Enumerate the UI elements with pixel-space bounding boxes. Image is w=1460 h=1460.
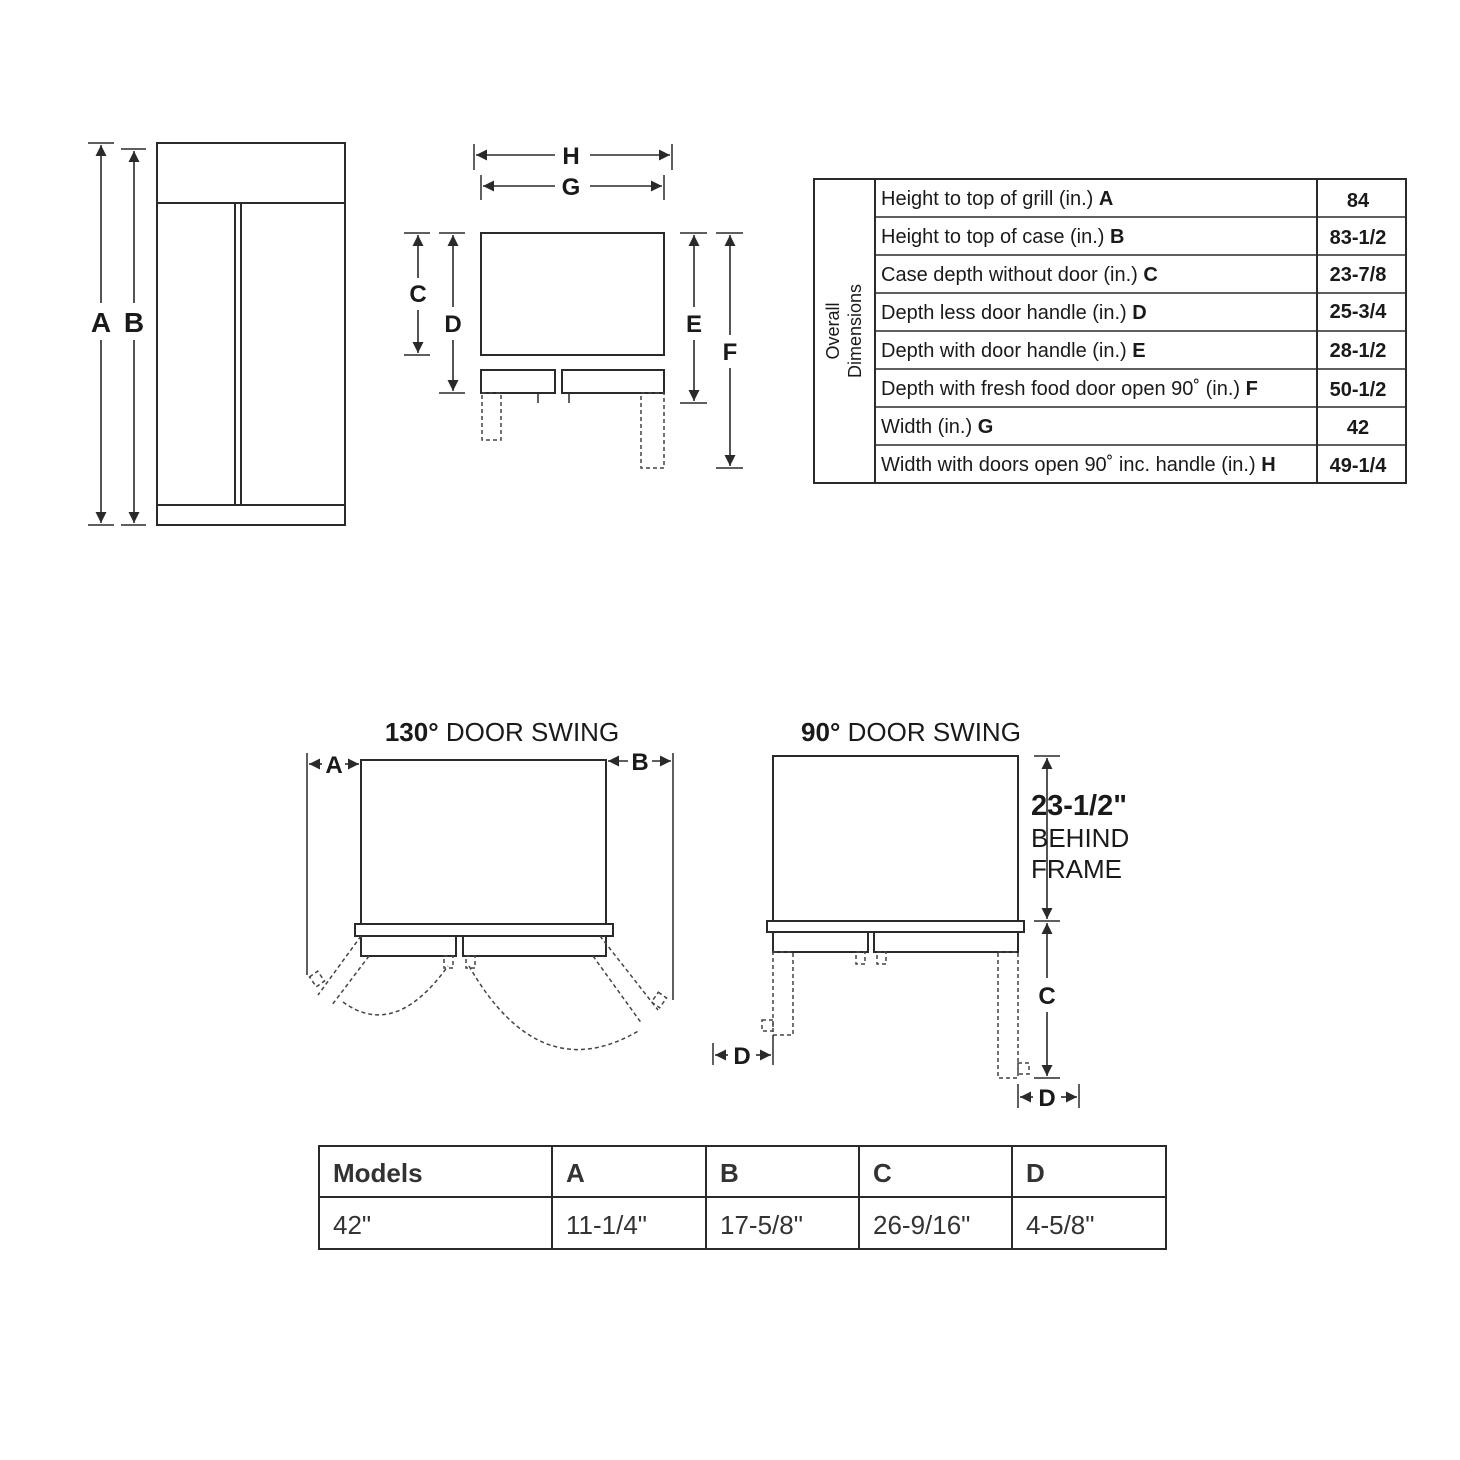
row-value: 49-1/4: [1329, 455, 1387, 477]
side-label-overall: Overall: [823, 302, 843, 360]
models-header-a: A: [566, 1158, 585, 1188]
row-letter: D: [1132, 302, 1147, 324]
front-label-b: B: [123, 307, 145, 338]
row-label: Height to top of grill (in.): [881, 188, 1094, 210]
top-label-e: E: [685, 311, 703, 338]
table-row: [881, 302, 1147, 324]
row-value: 23-7/8: [1329, 264, 1387, 286]
row-value: 42: [1346, 417, 1370, 439]
row-letter: C: [1143, 264, 1158, 286]
models-header-d: D: [1026, 1158, 1045, 1188]
top-label-g: G: [561, 174, 581, 201]
row-label: Width with doors open 90˚ inc. handle (in.): [881, 454, 1256, 476]
row-label: Height to top of case (in.): [881, 226, 1105, 248]
door-swing-130: [307, 717, 673, 1050]
table-row: [881, 378, 1258, 400]
overall-dimensions-table: [814, 179, 1406, 483]
row-label: Width (in.): [881, 416, 973, 438]
row-letter: G: [977, 416, 994, 438]
row-value: 50-1/2: [1329, 379, 1387, 401]
swing90-label-d-right: D: [1038, 1085, 1056, 1112]
row-label: Depth with fresh food door open 90˚ (in.): [881, 378, 1241, 400]
swing90-note-line2: FRAME: [1031, 854, 1122, 884]
models-header: Models: [333, 1158, 423, 1188]
row-letter: B: [1110, 226, 1125, 248]
door-swing-90: [713, 717, 1129, 1112]
table-row: [881, 416, 993, 438]
swing90-note-line1: BEHIND: [1031, 823, 1130, 853]
table-row: [881, 340, 1146, 362]
row-value: 25-3/4: [1329, 301, 1387, 323]
row-letter: H: [1261, 454, 1276, 476]
swing90-label-d-left: D: [733, 1043, 751, 1070]
swing90-title-bold: 90°: [801, 717, 841, 747]
front-view: [88, 143, 345, 525]
models-cell-c: 26-9/16": [873, 1210, 971, 1240]
table-row: [881, 226, 1124, 248]
models-cell-d: 4-5/8": [1026, 1210, 1095, 1240]
top-label-f: F: [722, 339, 738, 366]
models-cell-model: 42": [333, 1210, 372, 1240]
row-letter: E: [1132, 340, 1146, 362]
top-label-h: H: [562, 143, 580, 170]
swing90-title-rest: DOOR SWING: [840, 717, 1021, 747]
row-label: Depth less door handle (in.): [881, 302, 1127, 324]
models-cell-a: 11-1/4": [566, 1210, 648, 1240]
row-letter: A: [1098, 188, 1114, 210]
swing130-label-b: B: [631, 749, 649, 776]
top-view: [404, 143, 743, 468]
front-label-a: A: [90, 307, 112, 338]
row-label: Case depth without door (in.): [881, 264, 1138, 286]
table-row: [881, 188, 1113, 210]
side-label-dimensions: Dimensions: [845, 283, 865, 379]
top-label-d: D: [444, 311, 462, 338]
swing130-title-bold: 130°: [384, 717, 439, 747]
swing130-label-a: A: [325, 752, 343, 779]
row-value: 28-1/2: [1329, 340, 1387, 362]
models-header-c: C: [873, 1158, 892, 1188]
row-value: 84: [1346, 190, 1370, 212]
top-label-c: C: [409, 281, 427, 308]
row-label: Depth with door handle (in.): [881, 340, 1127, 362]
models-header-b: B: [720, 1158, 739, 1188]
swing90-title: [801, 717, 1021, 747]
swing90-label-c: C: [1038, 983, 1056, 1010]
swing130-title: [385, 717, 619, 747]
swing90-note-value: 23-1/2": [1031, 790, 1127, 822]
row-value: 83-1/2: [1329, 227, 1387, 249]
row-letter: F: [1245, 378, 1258, 400]
table-row: [881, 264, 1158, 286]
table-row: [881, 454, 1276, 476]
swing130-title-rest: DOOR SWING: [438, 717, 620, 747]
models-table: [319, 1146, 1166, 1249]
models-cell-b: 17-5/8": [720, 1210, 803, 1240]
